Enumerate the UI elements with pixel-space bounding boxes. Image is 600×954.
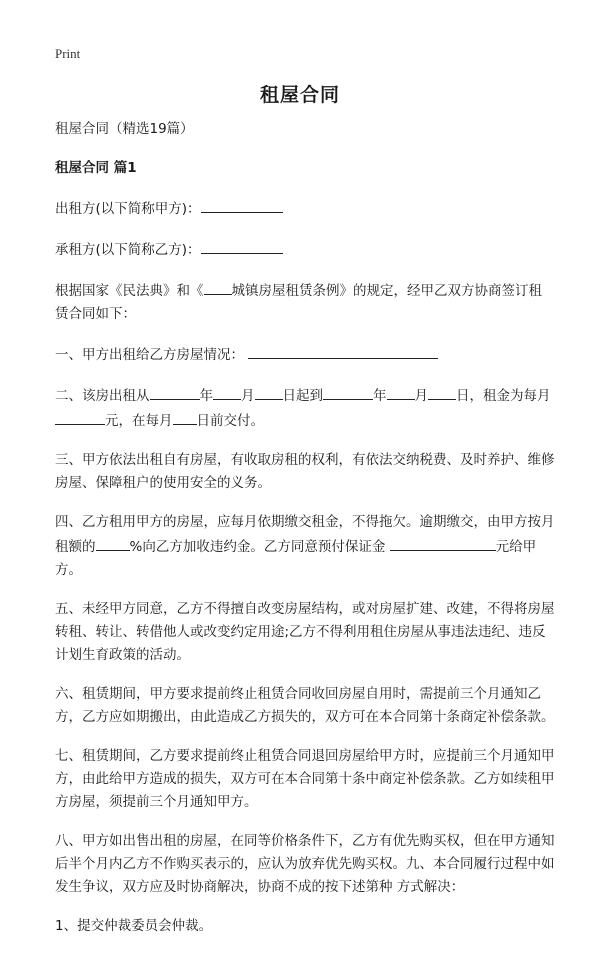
start-month-blank [213, 383, 241, 400]
rent-amount-blank [55, 408, 105, 425]
end-month-blank [387, 383, 415, 400]
start-year-blank [150, 383, 200, 400]
clause-list-item-1: 1、提交仲裁委员会仲裁。 [55, 918, 213, 934]
lessor-blank [201, 196, 283, 213]
clause-2 [55, 383, 555, 433]
lessor-line [55, 196, 555, 221]
clause-8: 八、甲方如出售出租的房屋，在同等价格条件下，乙方有优先购买权，但在甲方通知后半个月内乙方不作购买表示的，应认为放弃优先购买权。九、本合同履行过程中如发生争议，双方应及时协商解决，协商不成的按下述第种 方式解决： [55, 833, 555, 895]
lessor-label: 出租方(以下简称甲方)： [55, 201, 201, 217]
document-title: 租屋合同 [259, 84, 340, 106]
end-day-blank [428, 383, 456, 400]
clause-3: 三、甲方依法出租自有房屋，有收取房租的权利，有依法交纳税费、及时养护、维修房屋、保障租户的使用安全的义务。 [55, 452, 555, 491]
document-body [55, 118, 555, 954]
pay-day-blank [173, 408, 197, 425]
clause-2-text: 月 [241, 388, 255, 404]
lessee-blank [201, 237, 283, 254]
clause-6: 六、租赁期间，甲方要求提前终止租赁合同收回房屋自用时，需提前三个月通知乙方，乙方应如期搬出，由此造成乙方损失的，双方可在本合同第十条商定补偿条款。 [55, 686, 555, 725]
clause-2-text: 二、该房出租从 [55, 388, 150, 404]
start-day-blank [255, 383, 283, 400]
clause-5: 五、未经甲方同意，乙方不得擅自改变房屋结构，或对房屋扩建、改建，不得将房屋转租、转让、转借他人或改变约定用途;乙方不得利用租住房屋从事违法违纪、违反计划生育政策的活动。 [55, 601, 555, 663]
clause-4-text: %向乙方加收违约金。乙方同意预付保证金 [129, 539, 386, 555]
intro-blank [204, 278, 232, 295]
clause-4-text: 四、乙方租用甲方的房屋，应每月依期缴交租金，不得拖欠。逾期缴交，由甲方按月租额的 [55, 514, 555, 555]
penalty-rate-blank [96, 534, 130, 551]
property-blank [248, 342, 438, 359]
clause-7: 七、租赁期间，乙方要求提前终止租赁合同退回房屋给甲方时，应提前三个月通知甲方，由此给甲方造成的损失，双方可在本合同第十条中商定补偿条款。乙方如续租甲方房屋，须提前三个月通知甲方。 [55, 748, 555, 810]
clause-2-text: 年 [199, 388, 213, 404]
lessee-label: 承租方(以下简称乙方)： [55, 242, 201, 258]
print-link[interactable]: Print [55, 46, 81, 61]
intro-paragraph [55, 278, 555, 326]
clause-4 [55, 511, 555, 582]
clause-2-text: 日前交付。 [196, 413, 264, 429]
clause-2-text: 日，租金为每月 [456, 388, 551, 404]
clause-2-text: 年 [373, 388, 387, 404]
intro-text-b: 城镇房屋租赁条例》的规定，经甲乙双方协商签订租赁合同如下： [55, 283, 542, 322]
clause-1 [55, 342, 555, 367]
section-heading: 租屋合同 篇1 [55, 160, 137, 176]
deposit-blank [390, 534, 496, 551]
clause-1-text: 一、甲方出租给乙方房屋情况： [55, 347, 244, 363]
clause-4-text: 元给甲方。 [55, 539, 537, 578]
clause-2-text: 元，在每月 [105, 413, 173, 429]
lessee-line [55, 237, 555, 262]
document-subtitle: 租屋合同（精选19篇） [55, 121, 194, 137]
clause-2-text: 日起到 [282, 388, 323, 404]
clause-2-text: 月 [414, 388, 428, 404]
intro-text-a: 根据国家《民法典》和《 [55, 283, 204, 299]
end-year-blank [323, 383, 373, 400]
